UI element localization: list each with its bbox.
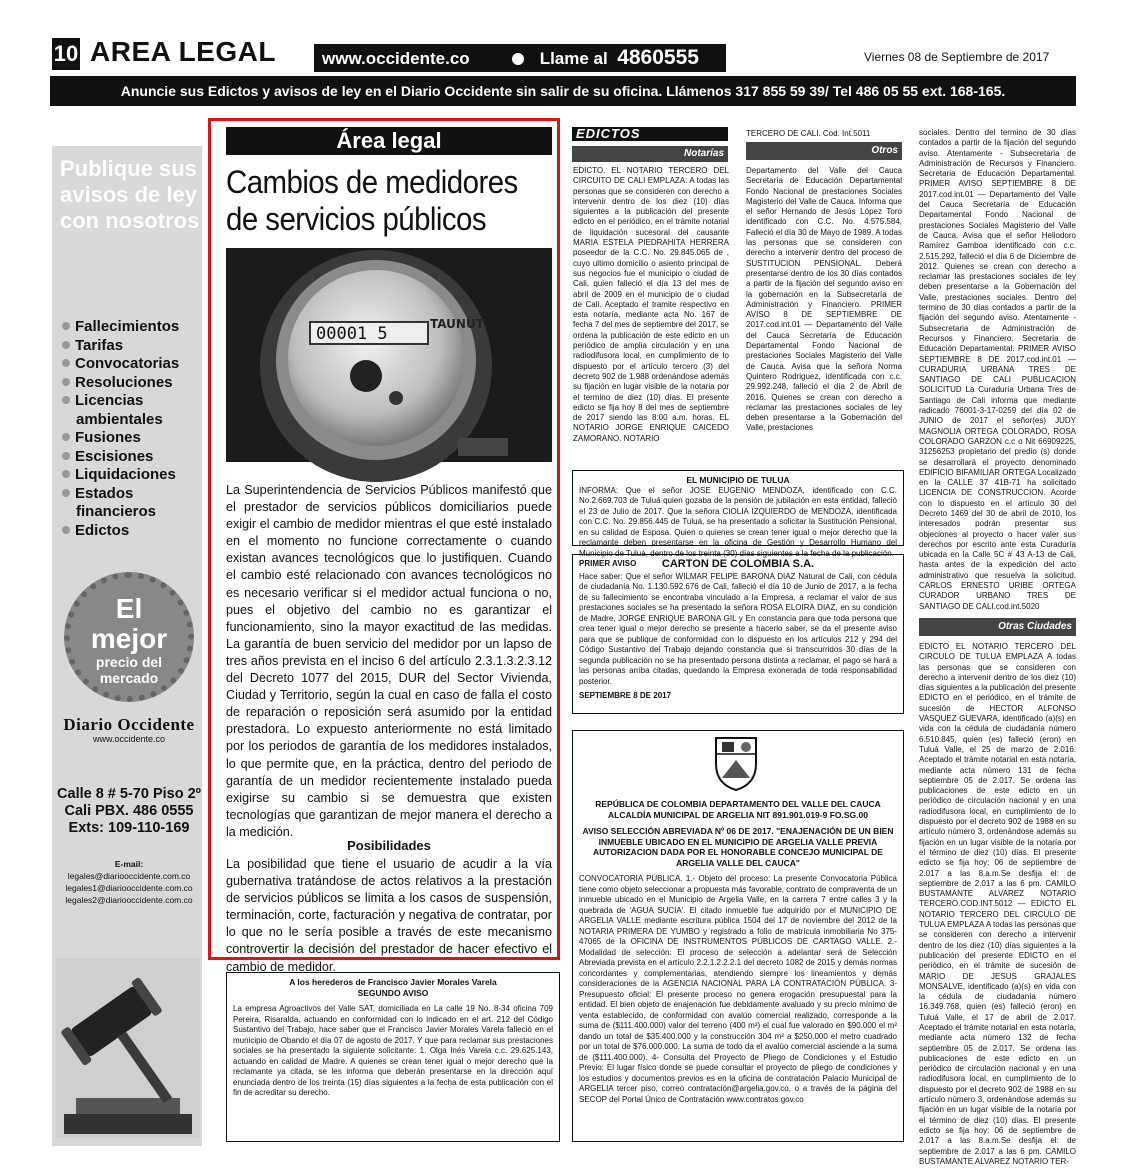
seal-big-text: mejor [90, 623, 168, 654]
notice-subtitle: SEGUNDO AVISO [357, 987, 429, 998]
list-item: Resoluciones [62, 374, 202, 393]
list-item: Tarifas [62, 337, 202, 356]
meter-brand: TAUNUT [430, 317, 484, 331]
list-item: Fusiones [62, 429, 202, 448]
sidebar-list [62, 318, 202, 540]
email-label: E-mail: [114, 859, 144, 869]
gavel-icon [56, 958, 200, 1138]
list-item: Edictos [62, 522, 202, 541]
notarias-tag: Notarías [572, 146, 728, 162]
edict-column-3b: EDICTO EL NOTARIO TERCERO DEL CIRCULO DE TULUA EMPLAZA A todas las personas que se consideren con derecho a intervenir dentro de los diez (10) días siguientes a la publicación del presente EDICTO en el periódico, en el trámite de sucesión de HECTOR ALFONSO VASQUEZ GUEVARA, identificado (a)(s) en vida con la cédula de ciudadanía número 6.510.845, quien (es) falleció (eron) en Tuluá Valle, el 25 de marzo de 2.016. Aceptado el trámite notarial en esta notaría, mediante acta número 131 de fecha septiembre 05 de 2.017. Se ordena las publicaciones de este edicto en un periódico de circulación nacional y en una radiodifusora local, en cumplimiento de lo dispuesto por el decreto 902 de 1988 en su artículo número 3, ordenándose además su fijación en un lugar visible de la notaría por el término de diez (10) días. El presente edicto se fija hoy: 06 de septiembre de 2.017 a las 8.a.m.Se desfija el: de septiembre de 2.017 a las 6 pm. CAMILO BUSTAMANTE ALVAREZ NOTARIO TERCERO.COD.INT.5012 — EDICTO EL NOTARIO TERCERO DEL CIRCULO DE TULUA EMPLAZA A todas las personas que se consideren con derecho a intervenir dentro de los diez (10) días siguientes a la publicación del presente EDICTO en el periódico, en el trámite de sucesión de MARIO DE JESUS GRAJALES MONSALVE, identificado (a)(s) en vida con la cédula de ciudadanía número 16.349.768, quien (es) falleció (eron) en Tuluá Valle, el 17 de abril de 2.017. Aceptado el trámite notarial en esta notaría, mediante acta número 132 de fecha septiembre 05 de 2.017. Se ordena las publicaciones de este edicto en un periódico de circulación nacional y en una radiodifusora local, en cumplimiento de lo dispuesto por el decreto 902 de 1988 en su artículo número 3, ordenándose además su fijación en un lugar visible de la notaría por el término de diez (10) días. El presente edicto se fija hoy: 06 de septiembre de 2.017 a las 8.a.m.Se desfija el: de septiembre de 2.017 a las 6 pm. CAMILO BUSTAMANTE ALVAREZ NOTARIO TER- [919, 642, 1076, 1166]
list-item: Licencias [62, 392, 202, 411]
notice-body: INFORMA: Que el señor JOSE EUGENIO MENDOZA, identificado con C.C. No.2.669.703 de Tuluá quien gozaba de la pensión de jubilación en esta entidad, falleció el 23 de Julio de 2017. Que la señora CIOLIA IZQUIERDO de MENDOZA, identificada con C.C. No. 29.856.445 de Tuluá, se ha presentado a solicitar la Sustitución Pensional, en su calidad de Esposa. Quien o quienes se crean tener igual o mejor derecho que la reclamante deben presentarse en la oficina de Gestión y Desarrollo Humano del Municipio de Tuluá, dentro de los treinta (30) días siguientes a la fecha de la publicación. [579, 485, 897, 558]
notice-herederos [226, 972, 560, 1142]
email-link[interactable]: legales1@diariooccidente.com.co [65, 883, 193, 893]
edict-column-2-head: TERCERO DE CALI. Cod. Int.5011 [746, 129, 871, 138]
call-label: Llame al [539, 49, 608, 68]
article-subheading: Posibilidades [347, 838, 431, 853]
notice-title: A los herederos de Francisco Javier Morales Varela [289, 977, 497, 987]
article-section-tag: Área legal [226, 127, 552, 155]
meter-digits: 00001 5 [316, 324, 388, 344]
otros-tag: Otros [746, 142, 902, 160]
sidebar-title: Publique sus avisos de ley con nosotros [60, 156, 200, 233]
bullet-icon [62, 322, 70, 330]
edict-column-1: EDICTO. EL NOTARIO TERCERO DEL CIRCUITO DE CALI EMPLAZA: A todas las personas que se consideren con derecho a intervenir dentro de los diez (10) días siguientes a la publicación del presente edicto en el periódico, en el trámite notarial de liquidación sucesoral del causante MARIA ESTELA PIEDRAHITA HERRERA poseedor de la C.C. No. 29.845.065 de , cuyo ultimo domicilio o asiento principal de sus negocios fue el municipio o ciudad de Cali, quien falleció el día 13 del mes de abril de 2009 en el municipio de o ciudad de Cali. Aceptado el tramite respectivo en esta notaría, mediante acta No. 167 de fecha 7 del mes de septiembre del 2017, se ordena la publicación de este edicto en un periódico de amplia circulación y en una radiodifusora local, en cumplimiento de lo dispuesto por el artículo tercero (3) del decreto 902 de 1.988 ordenándose además su fijación en lugar visible de la notaria por el termino de diez (10) días. El presente edicto se fija hoy 8 del mes de septiembre de 2017 siendo las 8:00 a.m. horas. EL NOTARIO JORGE ENRIQUE CAICEDO ZAMORANO. NOTARIO [573, 166, 729, 443]
list-item: Liquidaciones [62, 466, 202, 485]
otras-ciudades-tag: Otras Ciudades [919, 618, 1076, 636]
bullet-icon [62, 526, 70, 534]
seal-top-text: El [115, 593, 143, 624]
bullet-icon [62, 378, 70, 386]
bullet-icon [62, 489, 70, 497]
notice-footer: SEPTIEMBRE 8 DE 2017 [579, 691, 672, 700]
list-item: Escisiones [62, 448, 202, 467]
coat-of-arms-icon [712, 734, 760, 792]
price-seal [64, 572, 194, 702]
email-block [56, 858, 202, 906]
ad-banner: Anuncie sus Edictos y avisos de ley en el Diario Occidente sin salir de su oficina. Llámenos 317 855 59 39/ Tel 486 05 55 ext. 168-165. [50, 76, 1076, 106]
page-number: 10 [52, 38, 80, 70]
notice-body: CONVOCATORIA PÚBLICA. 1.- Objeto del proceso: La presente Convocatoria Pública tiene como objeto seleccionar a propuesta más favorable, contrato de compraventa de un inmueble ubicado en el Municipio de Argelia Valle, en la carrera 7 entre calles 3 y la quebrada de 'AGUA SUCIA'. El citado inmueble fue adquirido por el MUNICIPIO DE ARGELIA VALLE mediante escritura pública 1504 del 17 de noviembre del 2012 de la NOTARIA PRIMERA DE YUMBO y registrado a folio de matrícula inmobiliaria No 375-47065 de la OFICINA DE INSTRUMENTOS PÚBLICOS DE CARTAGO VALLE. 2.- Modalidad de selección: El proceso de selección a adelantar será de Selección Abreviada prevista en el artículo 2.2.1.2.2.2.1 del decreto 1082 de 2015 y demás normas concordantes y complementarias, atendiendo siempre los lineamientos y demás consideraciones de la AGENCIA NACIONAL PARA LA CONTRATACIÓN PÚBLICA. 3- Presupuesto oficial: El presente proceso no genera erogación presupuestal para la entidad. El bien objeto de enajenación fue debidamente avaluado y su precio mínimo de venta establecido, de conformidad con avalúo comercial realizado, corresponde a la suma de ($111.400.000) valor del terreno (400 m²) el cual fue valorado en $90.000 el m² dando un total de $35.400.000 y la construcción 304 m² a $250.000 el metro cuadrado por un total de $76.000.000. La suma de todo da el avalúo comercial asciende a la suma de ($111.400.000). 4- Consulta del Proyecto de Pliego de Condiciones y el Estudio Previo: El lugar físico donde se puede consultar el proyecto de pliego de condiciones y los estudios y documentos previos es en la oficina de contratación Palacio Municipal de ARGELIA tercer piso, correo contratación@argelia.gov.co, o a través de la página del SECOP del Portal Único de Contratación www.contratos.gov.co [579, 874, 897, 1104]
logo-website: www.occidente.co [92, 734, 166, 744]
edict-column-3: sociales. Dentro del termino de 30 días contados a partir de la fijación del segundo aviso. Atentamente - Subsecretaria de Administración de Recursos y Financiero. Secretaria de Educación Departamental. PRIMER AVISO SEPTIEMBRE 8 DE 2017.cod.int.01 — Departamento del Valle del Cauca Secretaría de Educación Departamental Fondo Nacional de prestaciones Sociales Magisterio del Valle de Cauca. Avisa que el señor Heliodoro Ramírez Gamboa identificado con c.c. 2.515.292, falleció el día 6 de Diciembre de 2012. Quienes se crean con derecho a reclamar las prestaciones sociales de ley deben presentarse a la Gobernación del Valle, prestaciones sociales. Dentro del termino de 30 días contados a partir de la fijación del segundo aviso. Atentamente - Subsecretaria de Administración de Recursos y Financiero. Secretaria de Educación Departamental. PRIMER AVISO SEPTIEMBRE 8 DE 2017.cod.int.01 — CURADURIA URBANA TRES DE SANTIAGO DE CALI PUBLICACION SOLICITUD La Curaduría Urbana Tres de Santiago de Cali informa que mediante radicado 76001-3-17-0259 del día 02 de JUNIO de 2017 el señor(es) JUDY MAGNOLIA ORTEGA COLORADO, ROSA COLORADO GARZON c.c o Nit 66909225, 31256253 propietario del predio (s) donde se desarrollará el proyecto denominado EDIFICIO BIFAMILIAR ORTEGA Localizado en la CALLE 37 41B-71 ha solicitado LICENCIA DE CONSTRUCCION. Acorde con lo dispuesto en el artículo 30 del Decreto 1469 del 30 de abril de 2010, los interesados podrán presentar sus objeciones al proyecto o hacer valer sus derechos por escrito ante esta Curaduría ubicada en la Calle 5C # 43 A-13 de Cali, hasta antes de la expedición del acto administrativo que resuelva la solicitud. CARLOS ERNESTO URIBE ORTEGA CURADOR URBANO TRES DE SANTIAGO DE CALI.cod.int.5020 [919, 128, 1076, 611]
newspaper-logo: Diario Occidente [63, 715, 195, 734]
bullet-icon [62, 433, 70, 441]
section-title: AREA LEGAL [90, 36, 276, 67]
list-item-continuation: ambientales [76, 410, 163, 428]
contact-strip [314, 44, 726, 72]
article-headline: Cambios de medidores de servicios públicos [226, 164, 518, 237]
website-link[interactable]: www.occidente.co [322, 49, 470, 68]
bullet-icon [62, 341, 70, 349]
notice-body: Hace saber: Que el señor WILMAR FELIPE BARONA DIAZ Natural de Cali, con cédula de ciudadanía No. 1.130.592.676 de Cali, falleció el día 10 de Junio de 2017, a la fecha de su fallecimiento se encontraba vinculado a la Empresa, a reclamar el valor de sus prestaciones sociales se ha presentado la señora ROSA ELOIRA DIAZ, en su condición de Madre, JORGE ENRIQUE BARONA GIL y En constancia para que toda persona que crea tener igual o mejor derecho se presente a hacerlo saber, se da el presente aviso para que se publique de conformidad con lo dispuesto en los artículos 212 y 294 del Código Sustantivo del Trabajo dejando constancia que si transcurridos 30 días de la segunda publicación no se ha presentado persona distinta a reclamar, el pago se hará a las personas arriba citadas, quedando la Empresa exonerada de toda responsabilidad posterior. [579, 571, 897, 686]
notice-carton [572, 554, 904, 714]
issue-date: Viernes 08 de Septiembre de 2017 [864, 50, 1050, 64]
contact-address: Calle 8 # 5-70 Piso 2º Cali PBX. 486 0555 Exts: 109-110-169 [57, 786, 201, 836]
bullet-icon [62, 359, 70, 367]
bullet-icon [512, 53, 524, 65]
notice-title: EL MUNICIPIO DE TULUA [686, 475, 790, 485]
list-item-continuation: financieros [76, 503, 157, 520]
notice-title: AVISO SELECCIÓN ABREVIADA Nº 06 DE 2017. "ENAJENACIÓN DE UN BIEN INMUEBLE UBICADO EN EL MUNICIPIO DE ARGELIA VALLE PREVIA AUTORIZACION DADA POR EL HONORABLE CONCEJO MUNICIPAL DE ARGELIA VALLE DEL CAUCA" [582, 826, 894, 868]
edict-column-2: Departamento del Valle del Cauca Secretaría de Educación Departamental Fondo Nacional de prestaciones Sociales Magisterio del Valle de Cauca. Informa que el señor Hernando de Jesús López Toro identificado con C.C. No. 4.575.584, Falleció el día 30 de Mayo de 1989. A todas las personas que se consideren con derecho a intervenir dentro del proceso de SUSTITUCION PENSIONAL. Deberá presentarse dentro de los 30 días contados a partir de la fijación del segundo aviso en la gobernación en la Subsecretaría de Administración y Financiero. PRIMER AVISO 8 DE SEPTIEMBRE DE 2017.cod.int.01 — Departamento del Valle del Cauca Secretaría de Educación Departamental Fondo Nacional de prestaciones Sociales Magisterio del Valle de Cauca. Avisa que la señora Norma Quintero Rodriguez, identificada con c.c. 29.992.248, falleció el día 2 de Abril de 2016. Quienes se crean con derecho a reclamar las prestaciones sociales de ley deben presentarse a la Gobernación del Valle, prestaciones [746, 166, 902, 433]
article-body-2: La posibilidad que tiene el usuario de acudir a la vía gubernativa tratándose de actos relativos a la prestación de servicios públicos se limita a los casos de suspensión, terminación, corte, facturación y negativa de contratar, por lo que no le sería posible a través de este mecanismo controvertir la decisión del prestador de hacer efectivo el cambio de medidor. [226, 857, 552, 974]
seal-bottom-text: precio del mercado [95, 654, 163, 686]
notice-body: La empresa Agroactivos del Valle SAT, domiciliada en La calle 19 No. 8-34 oficina 709 Pereira, Risaralda, actuando en conformidad con lo indicado en el art. 212 del Código Sustantivo del Trabajo, hace saber que el Francisco Javier Morales Varela falleció en el municipio de Obando el día 07 de agosto de 2017. Y que para reclamar sus prestaciones sociales se ha presentado la siguiente solicitante: 1. Olga Inés Varela c.c. 29.625.143, actuando en calidad de Madre. A quienes se crean tener igual o mejor derecho que la reclamante ya citada, se les informa que deberán presentarse en la dirección aquí enunciada dentro de los treinta (15) días siguientes a la fecha de esta publicación con el fin de acreditar su derecho. [233, 1004, 553, 1097]
phone-number: 4860555 [617, 46, 699, 69]
edictos-header: EDICTOS [572, 127, 728, 141]
notice-header: REPÚBLICA DE COLOMBIA DEPARTAMENTO DEL VALLE DEL CAUCA ALCALDÍA MUNICIPAL DE ARGELIA NIT 891.901.019-9 FO.SG.00 [595, 799, 881, 820]
bullet-icon [62, 470, 70, 478]
bullet-icon [62, 396, 70, 404]
notice-title: CARTON DE COLOMBIA S.A. [661, 558, 815, 570]
email-link[interactable]: legales2@diariooccidente.com.co [65, 895, 193, 905]
email-link[interactable]: legales@diariooccidente.com.co [67, 871, 191, 881]
list-item: Estados [62, 485, 202, 504]
meter-photo [226, 248, 552, 462]
article-body: La Superintendencia de Servicios Públicos manifestó que el prestador de servicios públicos domiciliarios puede exigir el cambio de medidor mientras el que esté instalado en el momento no funcione correctamente o cuando existan avances tecnológicos que lo justifiquen. Cuando el cambio esté relacionado con avances tecnológicos no es necesario verificar si el medidor actual funciona o no, pues el objetivo del cambio no es garantizar el funcionamiento, sino la mayor exactitud de las medidas. La garantía de buen servicio del medidor por un lapso de tres años prevista en el inciso 6 del artículo 2.3.1.3.2.3.12 del Decreto 1077 del 2015, DUR del Sector Vivienda, Ciudad y Territorio, según la cual en caso de falla el costo de reparación o reposición será asumido por la entidad prestadora. Lo expuesto anteriormente no está limitado por los periodos de garantía de los medidores instalados, lo que permite que, en la práctica, dentro del periodo de garantía de un medidor recientemente instalado pueda exigirse su cambio si se demuestra que existen tecnologías que garantizan de mejor manera el derecho a la medición. [226, 483, 552, 839]
list-item: Convocatorias [62, 355, 202, 374]
bullet-icon [62, 452, 70, 460]
list-item: Fallecimientos [62, 318, 202, 337]
notice-footer: PRIMER AVISO [579, 559, 637, 568]
